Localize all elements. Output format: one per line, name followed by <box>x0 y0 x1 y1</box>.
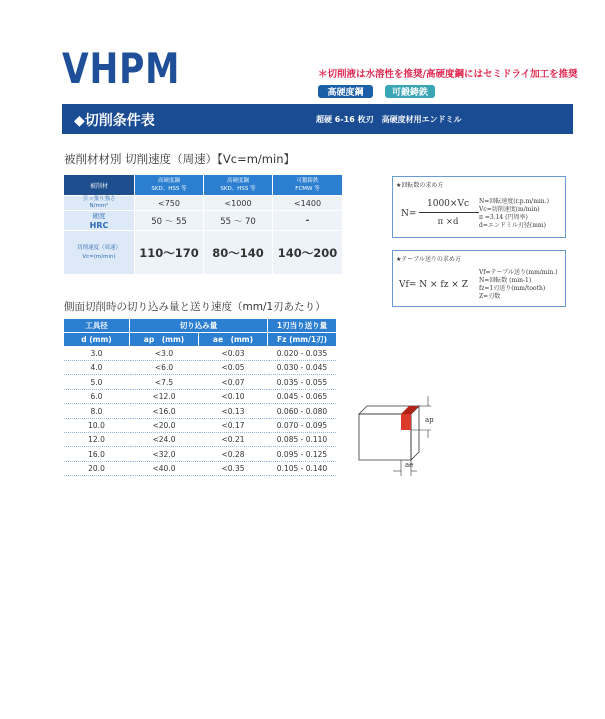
speed-value: 140～200 <box>273 231 342 274</box>
feed-cell: 0.030 - 0.045 <box>268 361 336 375</box>
tensile-value: <1400 <box>273 196 342 210</box>
feed-cell: <0.03 <box>199 347 267 361</box>
rpm-numerator: 1000×Vc <box>427 199 469 209</box>
hardness-value: 50 ～ 55 <box>135 211 203 230</box>
col-header-line2: FCMW 等 <box>295 186 320 192</box>
hardness-label <box>64 211 134 230</box>
col-header-line1: 高硬度鋼 <box>226 178 249 184</box>
feed-cell: <0.17 <box>199 419 267 433</box>
feed-cell: 16.0 <box>64 448 129 462</box>
speed-label-line1: 切削速度（周速） <box>76 244 121 251</box>
tag-malleable-iron: 可鍛鋳鉄 <box>385 85 435 98</box>
feed-box-title: ★テーブル送りの求め方 <box>396 256 461 263</box>
feed-legend-4: Z=刃数 <box>479 293 501 300</box>
rpm-box-title: ★回転数の求め方 <box>396 182 444 189</box>
feed-cell: <24.0 <box>130 433 198 447</box>
feed-cell: <16.0 <box>130 405 198 419</box>
hardness-label-line1: 硬度 <box>92 211 106 220</box>
col-header <box>273 175 342 195</box>
tool-diameter-header: 工具径 <box>64 319 129 332</box>
ap-label: ap <box>425 416 434 424</box>
feed-table <box>64 319 336 477</box>
tensile-label-line1: 引っ張り強さ <box>82 196 116 202</box>
feed-legend-1: Vf=テーブル送り(mm/min.) <box>479 269 558 276</box>
feed-cell: <0.13 <box>199 405 267 419</box>
feed-cell: <0.07 <box>199 376 267 390</box>
rpm-legend-3: π =3.14 (円周率) <box>479 214 528 221</box>
feed-cell: <7.5 <box>130 376 198 390</box>
feed-legend-3: fz=1刃送り(mm/tooth) <box>479 285 546 292</box>
speed-label-line2: Vc=(m/min) <box>82 253 116 260</box>
feed-cell: <40.0 <box>130 462 198 476</box>
col-header <box>135 175 203 195</box>
cutting-diagram <box>355 392 445 482</box>
col-header-line2: SKD、HSS 等 <box>151 186 187 192</box>
col-header-line1: 可鍛鋳鉄 <box>296 178 319 184</box>
d-header: d (mm) <box>64 333 129 346</box>
feed-cell: 0.070 - 0.095 <box>268 419 336 433</box>
tag-hardened-steel: 高硬度鋼 <box>318 85 373 98</box>
rpm-denominator: π ×d <box>437 217 459 227</box>
coolant-note: ＊切削液は水溶性を推奨/高硬度鋼にはセミドライ加工を推奨 <box>318 69 578 80</box>
feed-cell: 0.020 - 0.035 <box>268 347 336 361</box>
tensile-value: <750 <box>135 196 203 210</box>
fz-header: Fz (mm/1刃) <box>268 333 336 346</box>
corner-header: 被削材 <box>64 175 134 195</box>
cut-region-top <box>401 406 419 414</box>
feed-legend-2: N=回転数 (min-1) <box>479 277 532 284</box>
rpm-formula-box <box>392 176 566 238</box>
rpm-legend-4: d=エンドミル刃径(mm) <box>479 222 546 229</box>
rpm-lhs: N= <box>401 209 417 219</box>
rpm-legend-1: N=回転速度(r.p.m/min.) <box>479 198 549 205</box>
banner-subtitle: 超硬 6-16 枚刃 高硬度材用エンドミル <box>316 115 462 124</box>
feed-formula-box <box>392 250 566 307</box>
col-header-line2: SKD、HSS 等 <box>220 186 256 192</box>
col-header <box>204 175 272 195</box>
speed-heading: 被削材材別 切削速度（周速）【Vc=m/min】 <box>64 152 295 166</box>
feed-cell: 4.0 <box>64 361 129 375</box>
feed-cell: 0.105 - 0.140 <box>268 462 336 476</box>
fraction-line <box>419 212 479 213</box>
feed-cell: 3.0 <box>64 347 129 361</box>
feed-cell: <32.0 <box>130 448 198 462</box>
hardness-value: 55 ～ 70 <box>204 211 272 230</box>
feed-cell: 0.060 - 0.080 <box>268 405 336 419</box>
speed-label <box>64 231 134 274</box>
hardness-value: - <box>273 211 342 230</box>
feed-cell: 0.085 - 0.110 <box>268 433 336 447</box>
speed-value: 80～140 <box>204 231 272 274</box>
rpm-legend-2: Vc=切削速度(m/min) <box>479 206 540 213</box>
feed-cell: <20.0 <box>130 419 198 433</box>
feed-heading: 側面切削時の切り込み量と送り速度（mm/1刃あたり） <box>64 301 326 313</box>
feed-cell: <0.21 <box>199 433 267 447</box>
feed-per-tooth-header: 1刃当り送り量 <box>268 319 336 332</box>
ap-header: ap (mm) <box>130 333 198 346</box>
product-title: VHPM <box>62 44 181 93</box>
tensile-label-line2: N/mm² <box>89 203 109 209</box>
feed-cell: 0.095 - 0.125 <box>268 448 336 462</box>
banner-title: ◆切削条件表 <box>74 113 155 129</box>
feed-cell: 6.0 <box>64 390 129 404</box>
feed-cell: <3.0 <box>130 347 198 361</box>
feed-cell: 0.035 - 0.055 <box>268 376 336 390</box>
feed-cell: <0.28 <box>199 448 267 462</box>
ae-header: ae (mm) <box>199 333 267 346</box>
feed-cell: 0.045 - 0.065 <box>268 390 336 404</box>
tensile-value: <1000 <box>204 196 272 210</box>
feed-cell: 10.0 <box>64 419 129 433</box>
cut-region-side <box>401 414 411 430</box>
feed-cell: <12.0 <box>130 390 198 404</box>
feed-cell: <0.05 <box>199 361 267 375</box>
feed-cell: 20.0 <box>64 462 129 476</box>
speed-value: 110～170 <box>135 231 203 274</box>
feed-cell: 8.0 <box>64 405 129 419</box>
feed-formula: Vf= N × fz × Z <box>399 280 468 290</box>
feed-cell: <0.35 <box>199 462 267 476</box>
feed-cell: <0.10 <box>199 390 267 404</box>
tensile-label <box>64 196 134 210</box>
cut-depth-header: 切り込み量 <box>130 319 267 332</box>
hardness-label-line2: HRC <box>89 220 109 230</box>
feed-cell: 12.0 <box>64 433 129 447</box>
speed-table <box>64 175 342 275</box>
feed-cell: 5.0 <box>64 376 129 390</box>
col-header-line1: 高硬度鋼 <box>157 178 180 184</box>
feed-cell: <6.0 <box>130 361 198 375</box>
ae-label: ae <box>405 461 414 469</box>
